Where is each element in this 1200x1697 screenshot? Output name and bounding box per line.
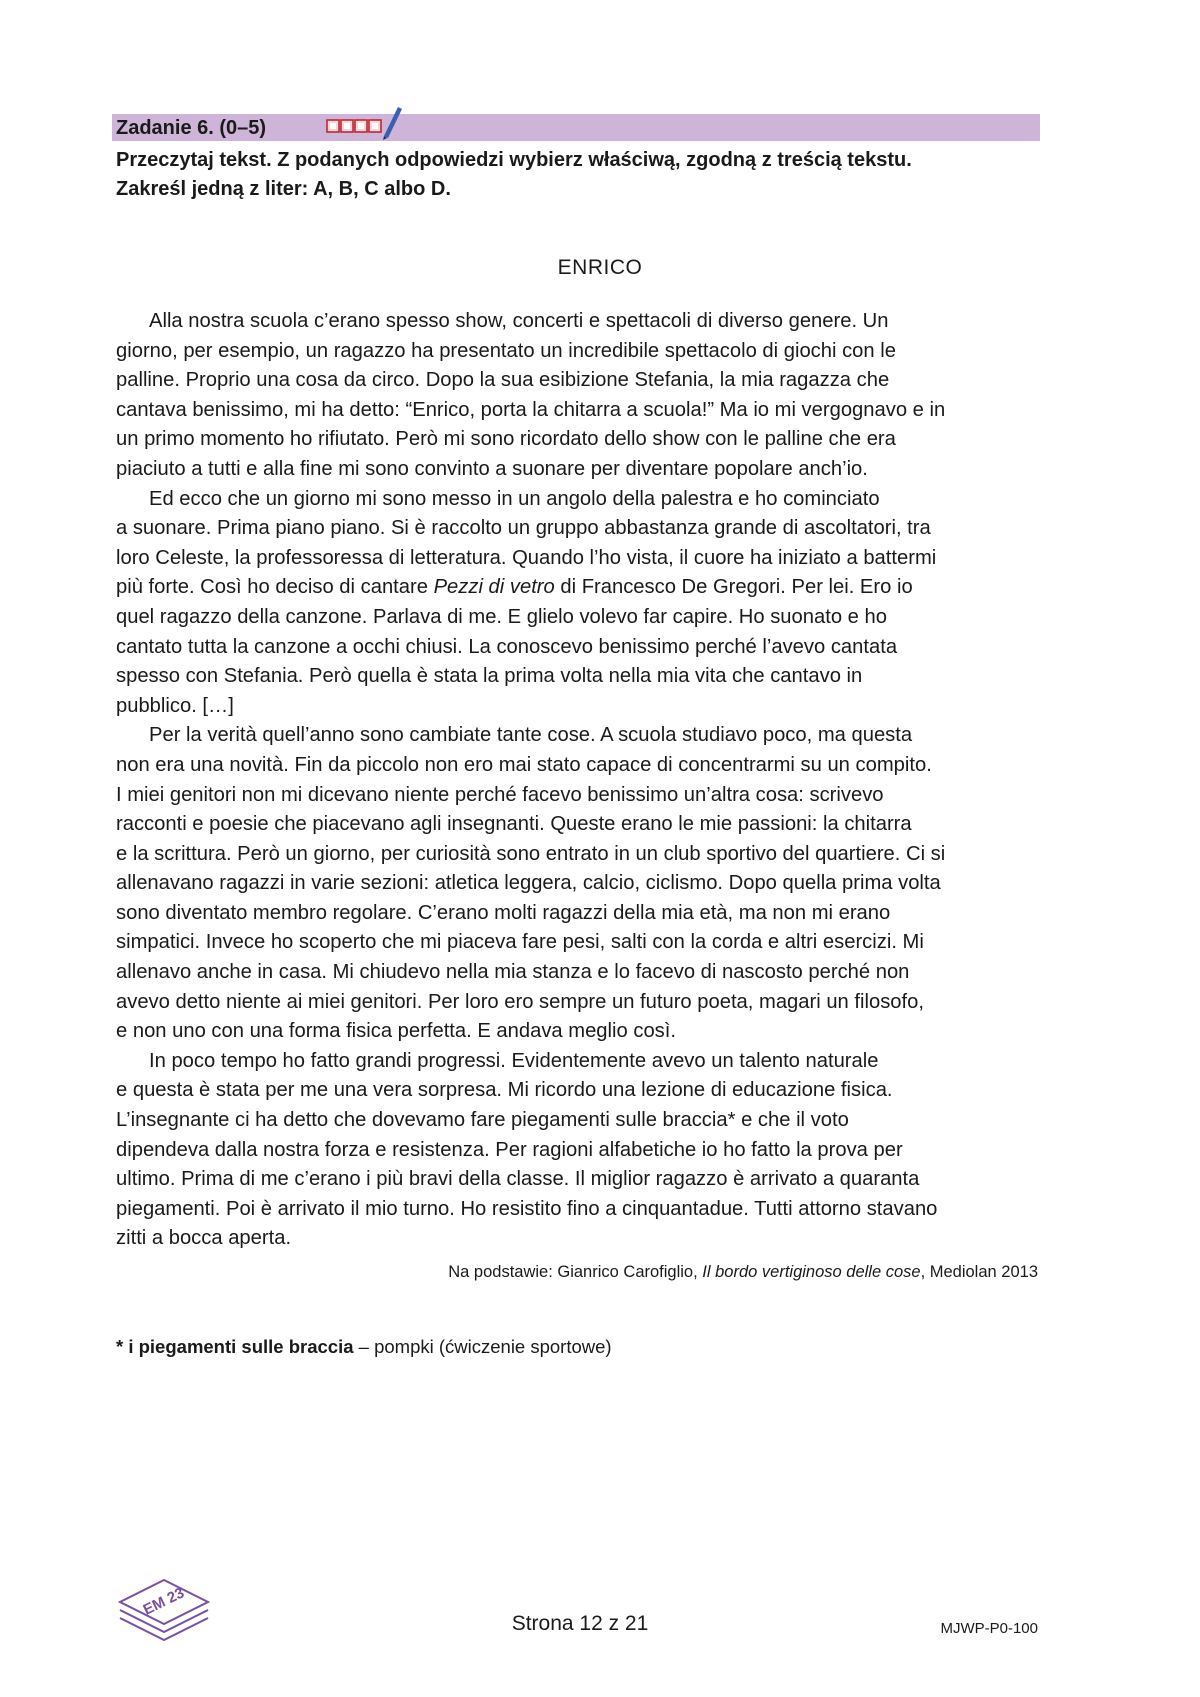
instruction-line: Przeczytaj tekst. Z podanych odpowiedzi wybierz właściwą, zgodną z treścią tekstu. [116,149,912,171]
story-line: cantava benissimo, mi ha detto: “Enrico, porta la chitarra a scuola!” Ma io mi vergognavo e in [116,398,946,421]
instruction-line: Zakreśl jedną z liter: A, B, C albo D. [116,178,451,200]
story-line: ultimo. Prima di me c’erano i più bravi della classe. Il miglior ragazzo è arrivato a quaranta [116,1168,920,1191]
story-line: e questa è stata per me una vera sorpresa. Mi ricordo una lezione di educazione fisica. [116,1079,893,1102]
story-line: loro Celeste, la professoressa di letteratura. Quando l’ho vista, il cuore ha iniziato a battermi [116,546,937,569]
story-line: piegamenti. Poi è arrivato il mio turno. Ho resistito fino a cinquantadue. Tutti attorno stavano [116,1197,938,1220]
story-line: cantato tutta la canzone a occhi chiusi. La conoscevo benissimo perché l’avevo cantata [116,635,898,658]
story-line: racconti e poesie che piacevano agli insegnanti. Queste erano le mie passioni: la chitarra [116,813,912,836]
story-line: Per la verità quell’anno sono cambiate tante cose. A scuola studiavo poco, ma questa [149,724,913,747]
story-line: piaciuto a tutti e alla fine mi sono convinto a suonare per diventare popolare anch’io. [116,457,868,480]
story-line: avevo detto niente ai miei genitori. Per loro ero sempre un futuro poeta, magari un filosofo, [116,990,924,1013]
story-line: Ed ecco che un giorno mi sono messo in un angolo della palestra e ho cominciato [149,487,880,510]
story-line [116,573,1046,603]
exam-code: MJWP-P0-100 [940,1620,1038,1637]
story-line: e non uno con una forma fisica perfetta. E andava meglio così. [116,1020,676,1043]
book-title: Il bordo vertiginoso delle cose [702,1263,921,1281]
story-text [116,307,1046,1254]
task-title: Zadanie 6. (0–5) [116,117,267,139]
story-text-run: più forte. Così ho deciso di cantare [116,576,434,599]
story-line: a suonare. Prima piano piano. Si è raccolto un gruppo abbastanza grande di ascoltatori, tra [116,517,931,540]
story-line: e la scrittura. Però un giorno, per curiosità sono entrato in un club sportivo del quartiere. Ci si [116,842,946,865]
story-line: I miei genitori non mi dicevano niente perché facevo benissimo un’altra cosa: scrivevo [116,783,884,806]
story-line: Alla nostra scuola c’erano spesso show, concerti e spettacoli di diverso genere. Un [149,310,889,332]
footnote-definition: – pompki (ćwiczenie sportowe) [353,1336,612,1357]
source-suffix: , Mediolan 2013 [920,1263,1038,1281]
story-text-run: di Francesco De Gregori. Per lei. Ero io [554,576,913,599]
story-line: allenavano ragazzi in varie sezioni: atletica leggera, calcio, ciclismo. Dopo quella prima volta [116,872,941,895]
story-line: un primo momento ho rifiutato. Però mi sono ricordato dello show con le palline che era [116,428,896,451]
footnote-term: * i piegamenti sulle braccia [116,1336,354,1357]
story-line: simpatici. Invece ho scoperto che mi piaceva fare pesi, salti con la corda e altri esercizi. Mi [116,931,924,954]
story-line: In poco tempo ho fatto grandi progressi. Evidentemente avevo un talento naturale [149,1049,879,1072]
footnote [116,1336,612,1358]
story-line: allenavo anche in casa. Mi chiudevo nella mia stanza e lo facevo di nascosto perché non [116,961,910,984]
story-line: giorno, per esempio, un ragazzo ha presentato un incredibile spettacolo di giochi con le [116,339,896,362]
logo-text: EM 23 [140,1584,187,1619]
story-line: palline. Proprio una cosa da circo. Dopo la sua esibizione Stefania, la mia ragazza che [116,369,890,392]
story-line: non era una novità. Fin da piccolo non ero mai stato capace di concentrarmi su un compito. [116,753,932,776]
story-line: zitti a bocca aperta. [116,1227,292,1250]
story-line: quel ragazzo della canzone. Parlava di me. E glielo volevo far capire. Ho suonato e ho [116,605,887,628]
story-line: L’insegnante ci ha detto che dovevamo fare piegamenti sulle braccia* e che il voto [116,1109,849,1132]
story-line: spesso con Stefania. Però quella è stata la prima volta nella mia vita che cantavo in [116,665,863,688]
source-citation [448,1263,1038,1282]
song-title: Pezzi di vetro [433,576,555,599]
score-boxes-pen-icon [326,104,406,140]
page-number: Strona 12 z 21 [511,1612,649,1635]
story-title: ENRICO [557,256,643,279]
story-line: dipendeva dalla nostra forza e resistenza. Per ragioni alfabetiche io ho fatto la prova per [116,1138,903,1161]
source-prefix: Na podstawie: Gianrico Carofiglio, [448,1263,703,1281]
task-instructions [116,146,1056,204]
story-line: pubblico. […] [116,694,234,717]
story-line: sono diventato membro regolare. C’erano molti ragazzi della mia età, ma non mi erano [116,901,891,924]
